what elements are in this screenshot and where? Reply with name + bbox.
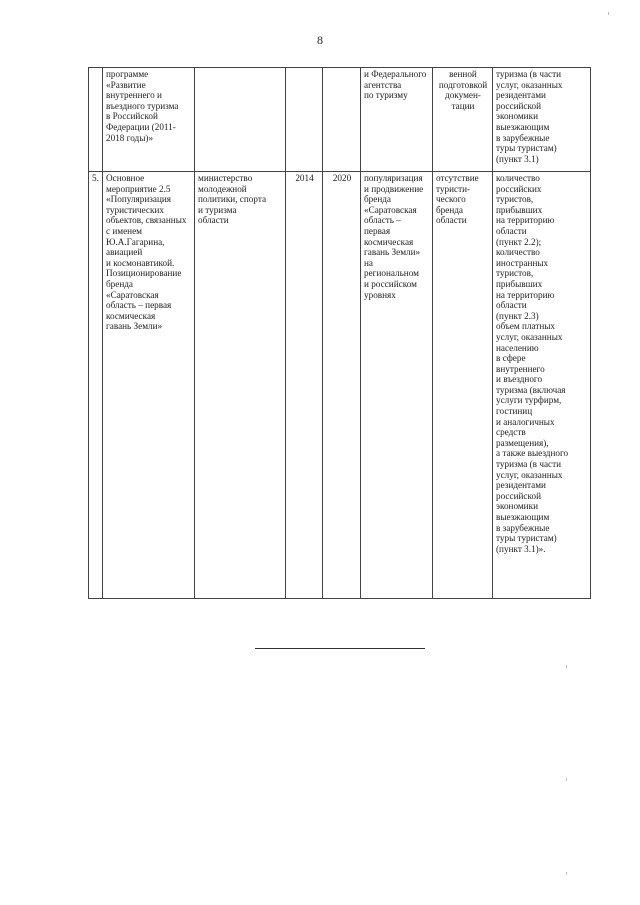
indicators-cell: туризма (в части услуг, оказанных резидентами российской экономики выезжающим в зарубежные туры туристам) (пункт 3.1) [493, 68, 591, 172]
end-year-cell [323, 68, 361, 172]
content-cell: популяризация и продвижение бренда «Саратовская область – первая космическая гавань Земли» на региональном и российском уровнях [361, 172, 433, 599]
end-separator-line [255, 648, 425, 649]
row-number-cell [89, 68, 103, 172]
scan-speck [566, 665, 567, 668]
start-year-cell [286, 68, 323, 172]
scan-speck [608, 12, 609, 15]
table-row [89, 172, 591, 599]
activity-cell: Основное мероприятие 2.5 «Популяризация туристических объектов, связанных с именем Ю.А.Гагарина, авиацией и космонавтикой. Позиционирование бренда «Саратовская область – первая космическая гавань Земли» [103, 172, 195, 599]
scan-speck [566, 872, 567, 875]
table-row [89, 68, 591, 172]
end-year-cell: 2020 [323, 172, 361, 599]
indicators-cell: количество российских туристов, прибывших на территорию области (пункт 2.2); количество иностранных туристов, прибывших на территорию области (пункт 2.3) объем платных услуг, оказанных населению в сфере внутреннего и въездного туризма (включая услуги турфирм, гостиниц и аналогичных средств размещения), а также выездного туризма (в части услуг, оказанных резидентами российской экономики выезжающим в зарубежные туры туристам) (пункт 3.1)». [493, 172, 591, 599]
executor-cell [195, 68, 286, 172]
start-year-cell: 2014 [286, 172, 323, 599]
consequence-cell: отсутствие туристи- ческого бренда области [433, 172, 493, 599]
content-cell: и Федерального агентства по туризму [361, 68, 433, 172]
row-number-cell: 5. [89, 172, 103, 599]
consequence-cell: венной подготовкой докумен- тации [433, 68, 493, 172]
program-table [88, 67, 591, 599]
page-number: 8 [317, 33, 323, 47]
scan-speck [566, 778, 567, 781]
executor-cell: министерство молодежной политики, спорта и туризма области [195, 172, 286, 599]
activity-cell: программе «Развитие внутреннего и въездного туризма в Российской Федерации (2011- 2018 годы)» [103, 68, 195, 172]
